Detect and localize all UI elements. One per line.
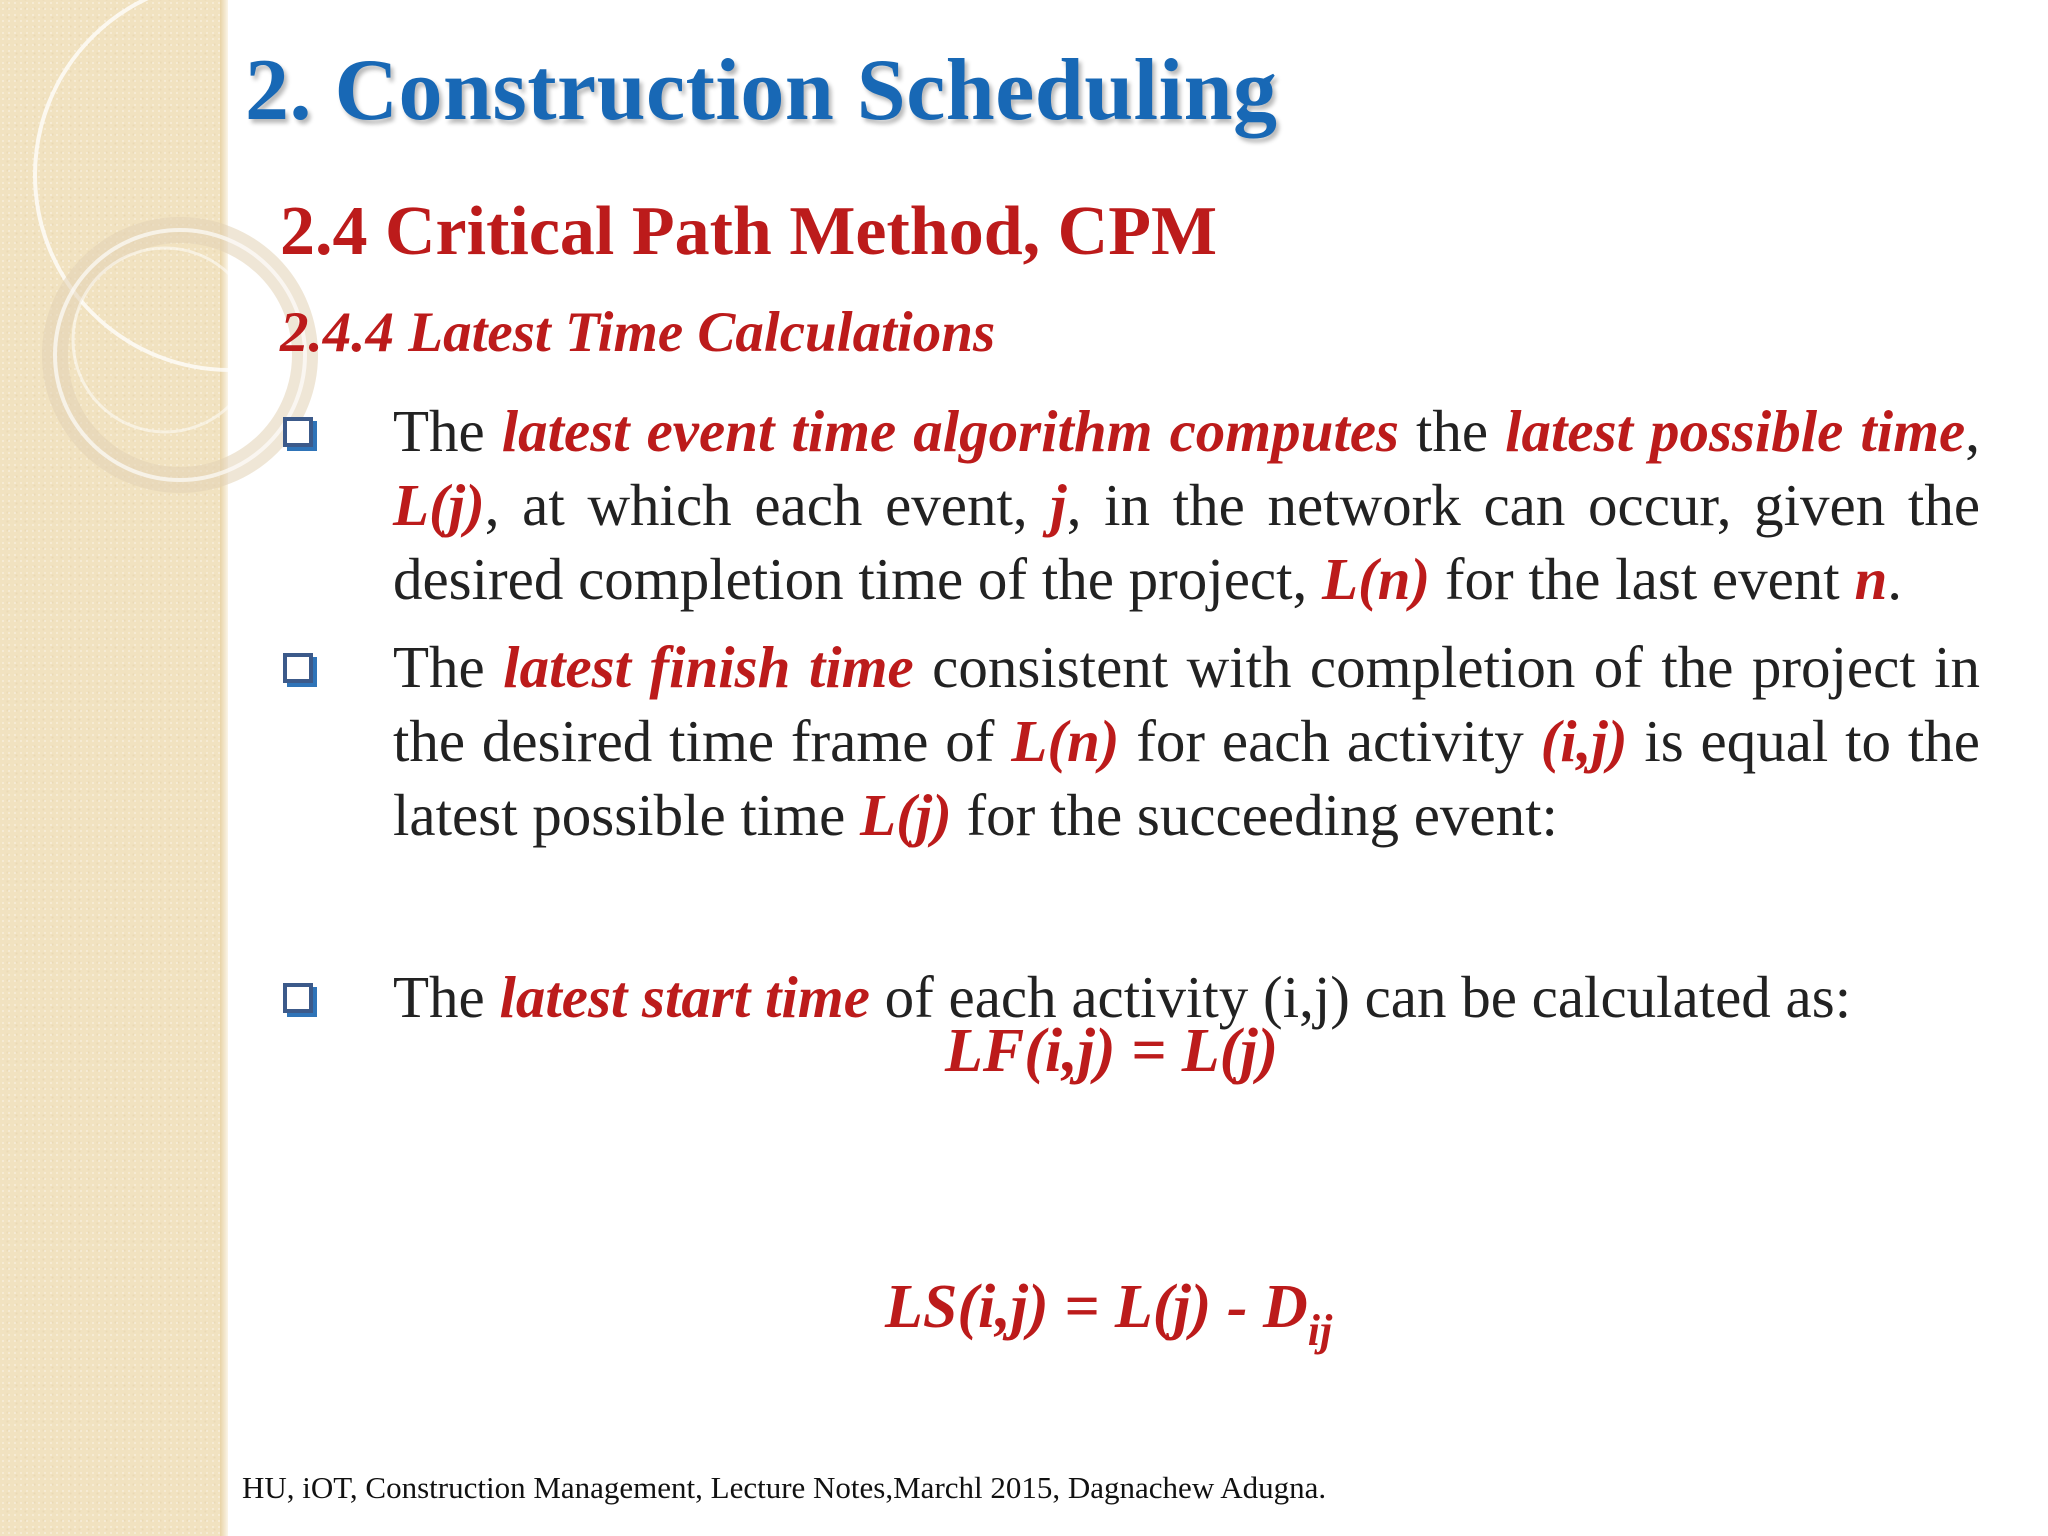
text-run: The bbox=[393, 964, 500, 1030]
text-run: of each activity (i,j) can be calculated as: bbox=[869, 964, 1852, 1030]
text-run: is equal to the latest possible time bbox=[393, 708, 1980, 848]
text-run: for each activity bbox=[1119, 708, 1541, 774]
emphasis-term: L(n) bbox=[1011, 708, 1120, 774]
slide-title: 2. Construction Scheduling bbox=[245, 42, 1278, 139]
section-heading: 2.4 Critical Path Method, CPM bbox=[280, 193, 1218, 270]
subsection-heading: 2.4.4 Latest Time Calculations bbox=[280, 301, 996, 364]
emphasis-term: latest event time algorithm computes bbox=[501, 398, 1400, 464]
emphasis-term: L(j) bbox=[393, 472, 485, 538]
emphasis-term: L(j) bbox=[860, 782, 952, 848]
text-run: consistent with completion of the project in the desired time frame of bbox=[393, 634, 1980, 774]
text-run: for the succeeding event: bbox=[951, 782, 1558, 848]
formula-latest-start bbox=[885, 1272, 1332, 1356]
bullet-latest-event-time bbox=[280, 394, 1980, 616]
emphasis-term: L(n) bbox=[1321, 546, 1431, 612]
emphasis-term: j bbox=[1050, 472, 1067, 538]
footer-citation: HU, iOT, Construction Management, Lecture Notes,Marchl 2015, Dagnachew Adugna. bbox=[242, 1470, 1327, 1505]
bullet-text bbox=[393, 394, 1980, 616]
text-run: The bbox=[393, 634, 504, 700]
checkbox-bullet-icon bbox=[283, 653, 313, 683]
text-run: , bbox=[1965, 398, 1980, 464]
text-run: . bbox=[1887, 546, 1903, 612]
checkbox-bullet-icon bbox=[283, 417, 313, 447]
text-run: , at which each event, bbox=[484, 472, 1051, 538]
emphasis-term: latest possible time bbox=[1505, 398, 1966, 464]
emphasis-term: latest start time bbox=[499, 964, 870, 1030]
text-run: , in the network can occur, given the desired completion time of the project, bbox=[393, 472, 1981, 612]
bullet-list bbox=[280, 394, 1980, 1034]
checkbox-bullet-icon bbox=[283, 983, 313, 1013]
formula-latest-finish: LF(i,j) = L(j) bbox=[945, 1017, 1279, 1085]
emphasis-term: latest finish time bbox=[503, 634, 914, 700]
formula-main: LS(i,j) = L(j) - D bbox=[885, 1273, 1308, 1341]
formula-subscript: ij bbox=[1307, 1306, 1333, 1355]
decorative-sidebar bbox=[0, 0, 228, 1536]
emphasis-term: n bbox=[1854, 546, 1888, 612]
text-run: for the last event bbox=[1430, 546, 1855, 612]
emphasis-term: (i,j) bbox=[1540, 708, 1628, 774]
bullet-latest-finish-time bbox=[280, 630, 1980, 852]
text-run: the bbox=[1399, 398, 1506, 464]
text-run: The bbox=[393, 398, 502, 464]
bullet-text bbox=[393, 630, 1980, 852]
sidebar-edge bbox=[220, 0, 228, 1536]
